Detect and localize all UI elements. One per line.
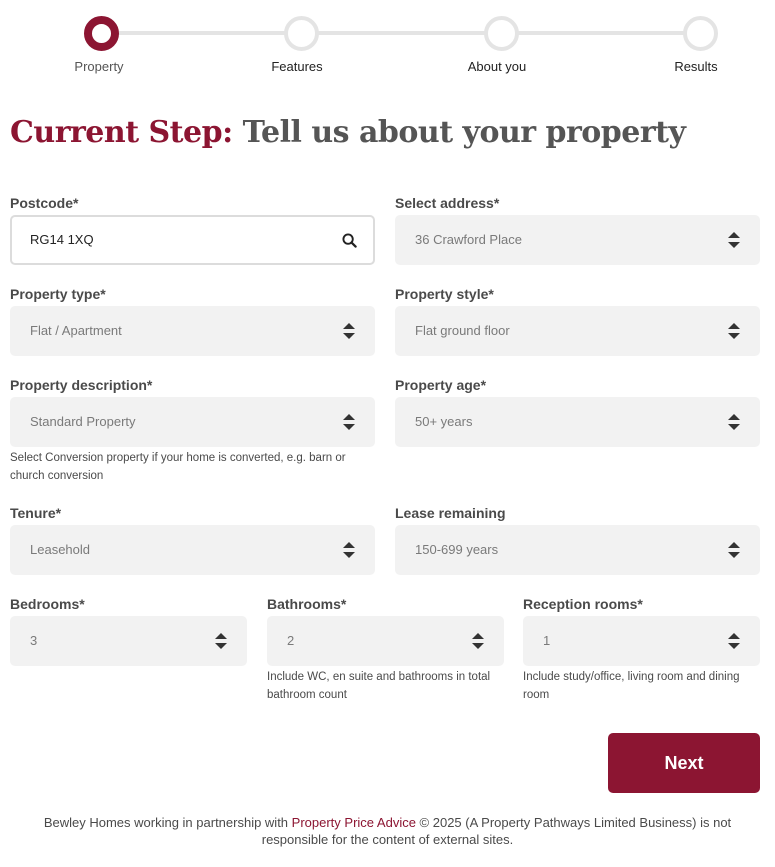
tenure-value: Leasehold (30, 542, 90, 557)
reception-rooms-label: Reception rooms* (523, 596, 643, 612)
postcode-value: RG14 1XQ (30, 232, 94, 247)
postcode-label: Postcode* (10, 195, 79, 211)
postcode-input[interactable] (10, 215, 375, 265)
stepper-track (118, 31, 688, 35)
sort-arrows-icon (728, 232, 740, 248)
bathrooms-label: Bathrooms* (267, 596, 347, 612)
property-type-value: Flat / Apartment (30, 323, 122, 338)
bathrooms-hint: Include WC, en suite and bathrooms in total bathroom count (267, 671, 491, 701)
page-title-accent: Current Step: (10, 115, 233, 150)
tenure-select[interactable] (10, 525, 375, 575)
sort-arrows-icon (343, 542, 355, 558)
sort-arrows-icon (728, 414, 740, 430)
next-button[interactable]: Next (608, 733, 760, 793)
step-dot-features (284, 16, 319, 51)
property-style-value: Flat ground floor (415, 323, 510, 338)
footer-suffix: © 2025 (A Property Pathways Limited Business) is not responsible for the content of external sites. (261, 815, 732, 847)
address-select[interactable] (395, 215, 760, 265)
bedrooms-select[interactable] (10, 616, 247, 666)
sort-arrows-icon (728, 323, 740, 339)
step-label-results: Results (674, 59, 718, 74)
progress-stepper (0, 8, 775, 74)
tenure-label: Tenure* (10, 505, 62, 521)
sort-arrows-icon (472, 633, 484, 649)
step-dot-results (683, 16, 718, 51)
bathrooms-value: 2 (287, 633, 295, 648)
step-dot-property (84, 16, 119, 51)
property-description-hint: Select Conversion property if your home is converted, e.g. barn or church conversion (10, 452, 346, 482)
property-style-select[interactable] (395, 306, 760, 356)
bathrooms-select[interactable] (267, 616, 504, 666)
lease-remaining-label: Lease remaining (395, 505, 506, 521)
property-age-label: Property age* (395, 377, 487, 393)
property-description-select[interactable] (10, 397, 375, 447)
property-description-value: Standard Property (30, 414, 136, 429)
property-age-value: 50+ years (415, 414, 473, 429)
property-type-select[interactable] (10, 306, 375, 356)
reception-rooms-value: 1 (543, 633, 551, 648)
page-title (10, 115, 685, 150)
lease-remaining-select[interactable] (395, 525, 760, 575)
footer-prefix: Bewley Homes working in partnership with (43, 815, 292, 830)
sort-arrows-icon (343, 323, 355, 339)
page-title-text: Tell us about your property (232, 115, 686, 150)
lease-remaining-value: 150-699 years (415, 542, 499, 557)
sort-arrows-icon (728, 633, 740, 649)
sort-arrows-icon (728, 542, 740, 558)
property-age-select[interactable] (395, 397, 760, 447)
search-icon[interactable] (342, 233, 357, 248)
step-label-features: Features (271, 59, 323, 74)
property-description-label: Property description* (10, 377, 153, 393)
step-label-about-you: About you (467, 59, 527, 74)
property-type-label: Property type* (10, 286, 106, 302)
property-style-label: Property style* (395, 286, 494, 302)
footer-text (30, 814, 745, 848)
sort-arrows-icon (343, 414, 355, 430)
address-value: 36 Crawford Place (415, 232, 522, 247)
step-dot-about-you (484, 16, 519, 51)
bedrooms-label: Bedrooms* (10, 596, 85, 612)
address-label: Select address* (395, 195, 500, 211)
reception-rooms-select[interactable] (523, 616, 760, 666)
sort-arrows-icon (215, 633, 227, 649)
bedrooms-value: 3 (30, 633, 38, 648)
step-label-property: Property (74, 59, 124, 74)
reception-rooms-hint: Include study/office, living room and dining room (523, 671, 740, 701)
property-price-advice-link[interactable]: Property Price Advice (291, 815, 416, 830)
